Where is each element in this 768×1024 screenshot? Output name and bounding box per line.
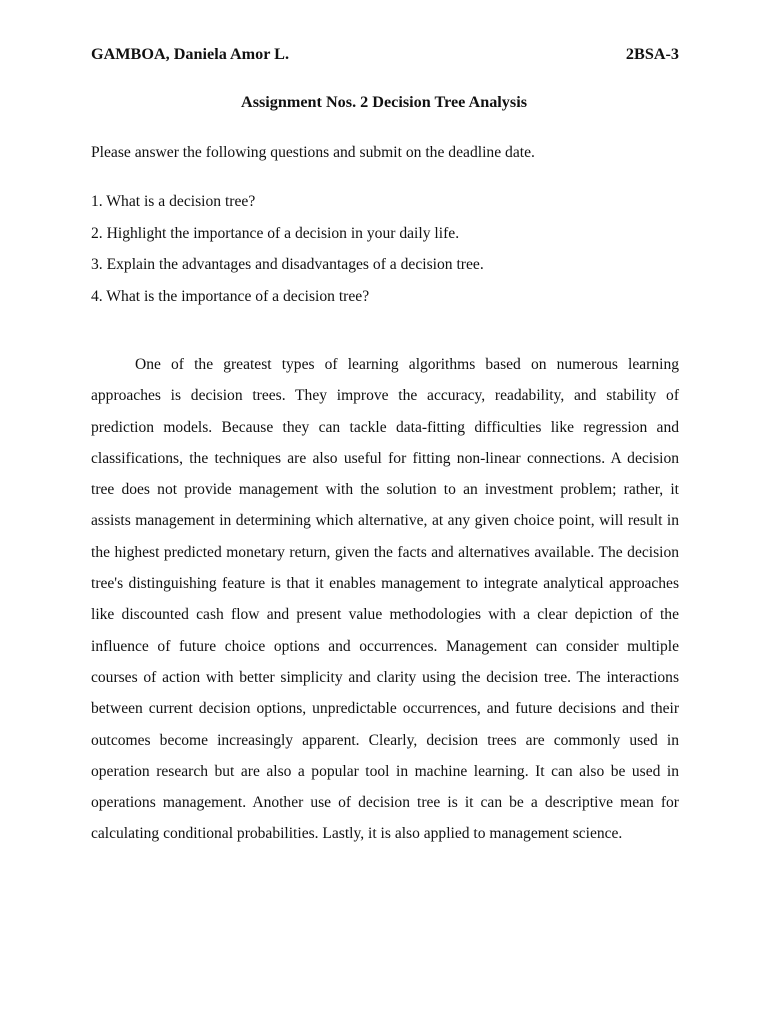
question-item: 2. Highlight the importance of a decision in your daily life. <box>91 224 460 242</box>
question-list <box>91 192 484 318</box>
question-item: 3. Explain the advantages and disadvantages of a decision tree. <box>91 256 484 273</box>
question-item: 1. What is a decision tree? <box>91 193 256 210</box>
instructions-text: Please answer the following questions and submit on the deadline date. <box>91 144 535 161</box>
author-name: GAMBOA, Daniela Amor L. <box>91 45 289 63</box>
assignment-title: Assignment Nos. 2 Decision Tree Analysis <box>241 93 527 111</box>
question-item: 4. What is the importance of a decision tree? <box>91 287 370 305</box>
answer-paragraph: One of the greatest types of learning algorithms based on numerous learning approaches is decision trees. They improve the accuracy, readability, and stability of prediction models. Because they can tackle data-fitting difficulties like regression and classifications, the techniques are also useful for fitting non-linear connections. A decision tree does not provide management with the solution to an investment problem; rather, it assists management in determining which alternative, at any given choice point, will result in the highest predicted monetary return, given the facts and alternatives available. The decision tree's distinguishing feature is that it enables management to integrate analytical approaches like discounted cash flow and present value methodologies with a clear depiction of the influence of future choice options and occurrences. Management can consider multiple courses of action with better simplicity and clarity using the decision tree. The interactions between current decision options, unpredictable occurrences, and future decisions and their outcomes become increasingly apparent. Clearly, decision trees are commonly used in operation research but are also a popular tool in machine learning. It can also be used in operations management. Another use of decision tree is it can be a descriptive mean for calculating conditional probabilities. Lastly, it is also applied to management science. <box>91 356 679 843</box>
document-header <box>91 45 679 64</box>
section-code: 2BSA-3 <box>625 45 679 63</box>
